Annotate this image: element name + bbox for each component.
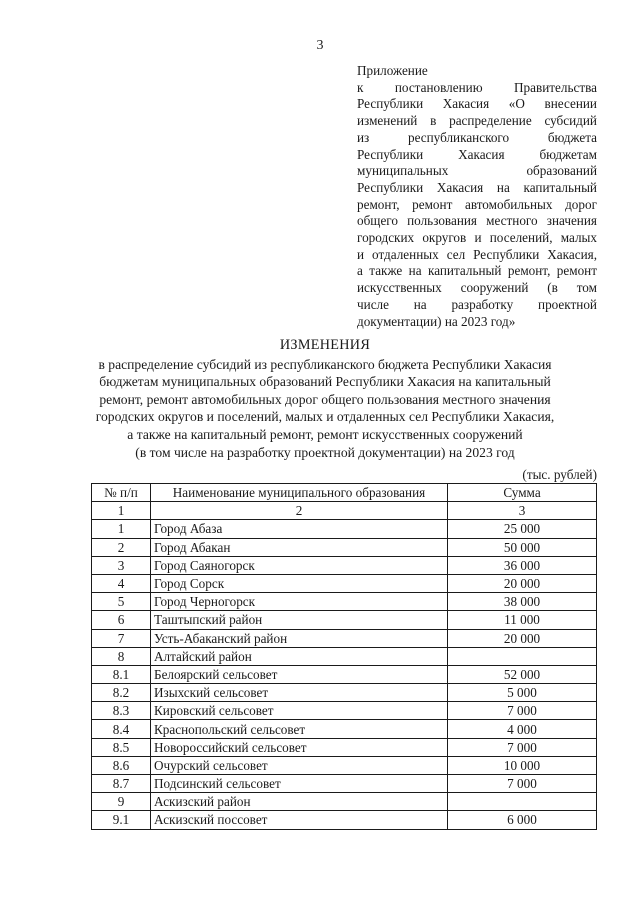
- row-number: 3: [92, 556, 151, 574]
- row-name: Город Абакан: [151, 538, 448, 556]
- row-sum: 7 000: [448, 775, 597, 793]
- appendix-line: из республиканского бюджета: [357, 129, 597, 145]
- row-name: Город Саяногорск: [151, 556, 448, 574]
- title-line: (в том числе на разработку проектной документации) на 2023 год: [135, 444, 515, 460]
- appendix-line: к постановлению Правительства: [357, 79, 597, 95]
- row-number: 5: [92, 593, 151, 611]
- appendix-line: общего пользования местного значения: [357, 213, 597, 229]
- header-name: Наименование муниципального образования: [151, 484, 448, 502]
- appendix-line: Республики Хакасия бюджетам: [357, 146, 597, 162]
- page-number: 3: [316, 38, 324, 53]
- row-name: Очурский сельсовет: [151, 756, 448, 774]
- appendix-note: [357, 63, 597, 330]
- row-name: Подсинский сельсовет: [151, 775, 448, 793]
- row-sum: 6 000: [448, 811, 597, 829]
- row-name: Аскизский район: [151, 793, 448, 811]
- title-line: бюджетам муниципальных образований Республики Хакасия на капитальный: [99, 374, 551, 390]
- table-row: [92, 611, 597, 629]
- row-sum: 52 000: [448, 665, 597, 683]
- row-number: 6: [92, 611, 151, 629]
- appendix-line: Приложение: [357, 63, 428, 78]
- row-number: 8: [92, 647, 151, 665]
- row-name: Город Черногорск: [151, 593, 448, 611]
- row-sum: [448, 793, 597, 811]
- row-number: 8.3: [92, 702, 151, 720]
- row-name: Город Абаза: [151, 520, 448, 538]
- subsidy-table: [91, 483, 597, 830]
- row-number: 7: [92, 629, 151, 647]
- title-line: а также на капитальный ремонт, ремонт искусственных сооружений: [127, 426, 523, 442]
- table-row: [92, 811, 597, 829]
- row-number: 9.1: [92, 811, 151, 829]
- row-number: 8.6: [92, 756, 151, 774]
- table-row: [92, 793, 597, 811]
- table-row: [92, 775, 597, 793]
- table-row: [92, 520, 597, 538]
- row-sum: 36 000: [448, 556, 597, 574]
- row-sum: [448, 647, 597, 665]
- row-name: Усть-Абаканский район: [151, 629, 448, 647]
- appendix-line: числе на разработку проектной: [357, 296, 597, 312]
- row-name: Таштыпский район: [151, 611, 448, 629]
- row-name: Алтайский район: [151, 647, 448, 665]
- appendix-line: Республики Хакасия «О внесении: [357, 96, 597, 112]
- header-num: № п/п: [92, 484, 151, 502]
- table-row: [92, 629, 597, 647]
- title-description: [80, 356, 570, 462]
- appendix-line: Республики Хакасия на капитальный: [357, 179, 597, 195]
- row-name: Новороссийский сельсовет: [151, 738, 448, 756]
- title-line: ремонт, ремонт автомобильных дорог общего пользования местного значения: [99, 391, 551, 407]
- title-line: в распределение субсидий из республиканского бюджета Республики Хакасия: [98, 356, 552, 372]
- row-number: 4: [92, 574, 151, 592]
- title-heading: ИЗМЕНЕНИЯ: [279, 337, 371, 353]
- table-row: [92, 684, 597, 702]
- table-row: [92, 538, 597, 556]
- row-number: 1: [92, 520, 151, 538]
- row-name: Аскизский поссовет: [151, 811, 448, 829]
- table-column-index-row: [92, 502, 597, 520]
- row-sum: 50 000: [448, 538, 597, 556]
- row-sum: 25 000: [448, 520, 597, 538]
- row-sum: 5 000: [448, 684, 597, 702]
- table-row: [92, 593, 597, 611]
- appendix-line: изменений в распределение субсидий: [357, 113, 597, 129]
- row-sum: 7 000: [448, 702, 597, 720]
- row-name: Кировский сельсовет: [151, 702, 448, 720]
- table-row: [92, 720, 597, 738]
- row-sum: 20 000: [448, 574, 597, 592]
- table-row: [92, 738, 597, 756]
- appendix-line: муниципальных образований: [357, 163, 597, 179]
- appendix-line: и отдаленных сел Республики Хакасия,: [357, 246, 597, 262]
- row-sum: 11 000: [448, 611, 597, 629]
- row-name: Изыхский сельсовет: [151, 684, 448, 702]
- row-number: 2: [92, 538, 151, 556]
- row-name: Краснопольский сельсовет: [151, 720, 448, 738]
- row-sum: 10 000: [448, 756, 597, 774]
- row-sum: 7 000: [448, 738, 597, 756]
- table-row: [92, 702, 597, 720]
- column-index-3: 3: [448, 502, 597, 520]
- row-number: 8.4: [92, 720, 151, 738]
- document-title: [80, 337, 570, 461]
- table-row: [92, 647, 597, 665]
- row-name: Белоярский сельсовет: [151, 665, 448, 683]
- appendix-line: а также на капитальный ремонт, ремонт: [357, 263, 597, 279]
- row-number: 8.2: [92, 684, 151, 702]
- row-name: Город Сорск: [151, 574, 448, 592]
- row-sum: 4 000: [448, 720, 597, 738]
- header-sum: Сумма: [448, 484, 597, 502]
- title-line: городских округов и поселений, малых и отдаленных сел Республики Хакасия,: [95, 409, 555, 425]
- row-sum: 20 000: [448, 629, 597, 647]
- table-row: [92, 556, 597, 574]
- row-number: 8.1: [92, 665, 151, 683]
- units-label: (тыс. рублей): [522, 467, 597, 482]
- table-row: [92, 665, 597, 683]
- table-row: [92, 756, 597, 774]
- appendix-line: городских округов и поселений, малых: [357, 230, 597, 246]
- column-index-1: 1: [92, 502, 151, 520]
- appendix-line: искусственных сооружений (в том: [357, 280, 597, 296]
- row-sum: 38 000: [448, 593, 597, 611]
- appendix-line: ремонт, ремонт автомобильных дорог: [357, 196, 597, 212]
- row-number: 8.5: [92, 738, 151, 756]
- column-index-2: 2: [151, 502, 448, 520]
- table-header-row: [92, 484, 597, 502]
- row-number: 9: [92, 793, 151, 811]
- appendix-line: документации) на 2023 год»: [357, 313, 516, 329]
- row-number: 8.7: [92, 775, 151, 793]
- table-row: [92, 574, 597, 592]
